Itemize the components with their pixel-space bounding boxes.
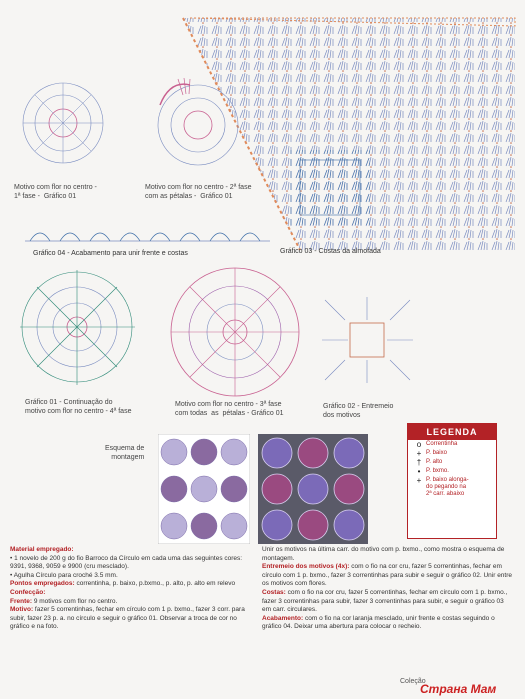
instruction-paragraph — [10, 546, 255, 555]
caption-fase1: Motivo com flor no centro - 1ª fase - Gráfico 01 — [14, 184, 97, 200]
caption-grafico02: Gráfico 02 - Entremeio dos motivos — [323, 403, 394, 419]
instruction-paragraph — [262, 563, 512, 589]
legend-item — [408, 467, 496, 476]
diagram-montagem — [158, 434, 250, 544]
caption-montagem: Esquema de montagem — [105, 445, 145, 461]
legend-box — [407, 423, 497, 539]
legend-label: P. baixo alonga- do pegando na 2ª carr. abaixo — [426, 477, 469, 497]
instruction-label: Confecção: — [10, 588, 46, 596]
chart-motif-fase4 — [15, 265, 140, 390]
caption-fase4: Gráfico 01 - Continuação do motivo com flor no centro - 4ª fase — [25, 399, 132, 415]
instruction-label: Motivo: — [10, 606, 34, 614]
instruction-paragraph — [10, 606, 255, 632]
legend-label: P. alto — [426, 459, 443, 465]
legend-item — [408, 449, 496, 458]
chart-motif-fase1 — [18, 78, 108, 168]
legend-item — [408, 440, 496, 449]
instruction-label: Acabamento: — [262, 614, 304, 622]
legend-label: P. bxmo. — [426, 468, 449, 474]
caption-grafico04: Gráfico 04 - Acabamento para unir frente e costas — [33, 250, 188, 257]
footer-collection: Coleção — [400, 678, 426, 685]
instruction-paragraph — [262, 546, 512, 563]
caption-fase2: Motivo com flor no centro - 2ª fase com as pétalas - Gráfico 01 — [145, 184, 252, 200]
chart-motif-fase3 — [165, 262, 305, 402]
photo-montagem — [258, 434, 368, 544]
legend-title: LEGENDA — [408, 424, 496, 440]
legend-symbol: + — [416, 476, 422, 485]
chart-entremeio — [320, 295, 415, 385]
instruction-paragraph — [10, 555, 255, 572]
legend-label: P. baixo — [426, 450, 447, 456]
legend-item — [408, 476, 496, 499]
legend-symbol: + — [416, 449, 422, 458]
legend-symbol: † — [416, 458, 422, 467]
watermark: Страна Мам — [420, 682, 497, 696]
instruction-paragraph — [10, 572, 255, 581]
legend-symbol: o — [416, 440, 422, 449]
instruction-label: Material empregado: — [10, 546, 74, 553]
instruction-text: • Agulha Círculo para croché 3.5 mm. — [10, 571, 118, 579]
instruction-paragraph — [10, 598, 255, 607]
instruction-text: Unir os motivos na última carr. do motivo com p. bxmo., como mostra o esquema de montagem. — [262, 546, 505, 562]
instruction-text: com o fio na cor cru, fazer 5 correntinhas, fechar em círculo com 1 p. bxmo., fazer 3 correntinhas para subir, fazer 3 correntinhas para subir, e seguir o gráfico 03 em carr. circulares. — [262, 588, 508, 614]
chart-motif-fase2 — [150, 75, 245, 170]
instruction-text: 9 motivos com flor no centro. — [32, 597, 118, 605]
instruction-text: com o fio na cor laranja mesclado, unir frente e costas seguindo o gráfico 04. Deixar uma abertura para colocar o recheio. — [262, 614, 495, 631]
caption-grafico03: Gráfico 03 - Costas da almofada — [280, 248, 381, 255]
legend-symbol: • — [417, 467, 421, 476]
chart-acabamento — [25, 223, 270, 245]
instruction-paragraph — [262, 615, 512, 632]
instruction-paragraph — [10, 589, 255, 598]
instruction-label: Frente: — [10, 597, 33, 605]
instruction-label: Costas: — [262, 588, 286, 596]
instructions-right — [262, 546, 512, 632]
instruction-text: correntinha, p. baixo, p.bxmo., p. alto, p. alto em relevo — [74, 580, 236, 588]
instruction-paragraph — [10, 580, 255, 589]
instruction-label: Pontos empregados: — [10, 580, 75, 588]
instruction-text: • 1 novelo de 200 g do fio Barroco da Círculo em cada uma das seguintes cores: 9391, 9368, 9059 e 9900 (cru mesclado). — [10, 554, 243, 571]
instruction-text: fazer 5 correntinhas, fechar em círculo com 1 p. bxmo., fazer 3 corr. para subir, fazer 23 p. a. no círculo e seguir o gráfico 01. Observar a troca de cor no gráfico e na foto. — [10, 606, 245, 631]
instructions-left — [10, 546, 255, 632]
instruction-text: com o fio na cor cru, fazer 5 correntinhas, fechar em círculo com 1 p. bxmo., fazer 3 correntinhas para subir e seguir o gráfico 02. Unir entre os motivos com flores. — [262, 563, 513, 588]
legend-item — [408, 458, 496, 467]
legend-label: Correntinha — [426, 441, 458, 447]
instruction-label: Entremeio dos motivos (4x): — [262, 563, 350, 571]
caption-fase3: Motivo com flor no centro - 3ª fase com todas as pétalas - Gráfico 01 — [175, 401, 284, 417]
instruction-paragraph — [262, 589, 512, 615]
